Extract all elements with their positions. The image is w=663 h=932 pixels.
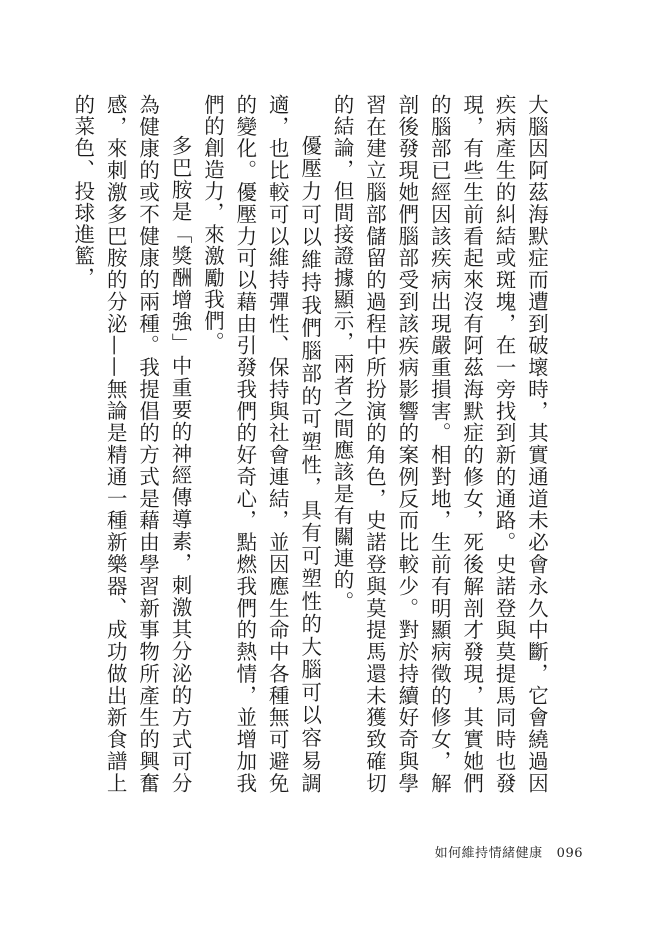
paragraph-1: 大腦因阿茲海默症而遭到破壞時，其實通道未必會永久中斷，它會繞過因疾病產生的糾結或斑塊，在一旁找到新的通路。史諾登與莫提馬同時也發現，有些生前看起來沒有阿茲海默症的修女，死後解剖才發現，其實她們的腦部已經因該疾病出現嚴重損害。相對地，生前有明顯病徵的修女，解剖後發現她們腦部受到該疾病影響的案例反而比較少。對於持續好奇與學習在建立腦部儲留的過程中所扮演的角色，史諾登與莫提馬還未獲致確切的結論，但間接證據顯示，兩者之間應該是有關連的。 (330, 94, 549, 794)
running-title: 如何維持情緒健康 (434, 846, 543, 861)
body-text (67, 94, 553, 794)
page-number: 096 (556, 846, 583, 861)
page-footer (435, 842, 583, 861)
paragraph-2: 優壓力可以維持我們腦部的可塑性，具有可塑性的大腦可以容易調適，也比較可以維持彈性、保持與社會連結，並因應生命中各種無可避免的變化。優壓力可以藉由引發我們的好奇心，點燃我們的熱情，並增加我們的創造力，來激勵我們。 (200, 94, 323, 794)
paragraph-3: 多巴胺是「獎酬增強」中重要的神經傳導素，刺激其分泌的方式可分為健康的或不健康的兩種。我提倡的方式是藉由學習新事物所產生的興奮感，來刺激多巴胺的分泌——無論是精通一種新樂器、成功做出新食譜上的菜色、投球進籃， (71, 94, 193, 794)
